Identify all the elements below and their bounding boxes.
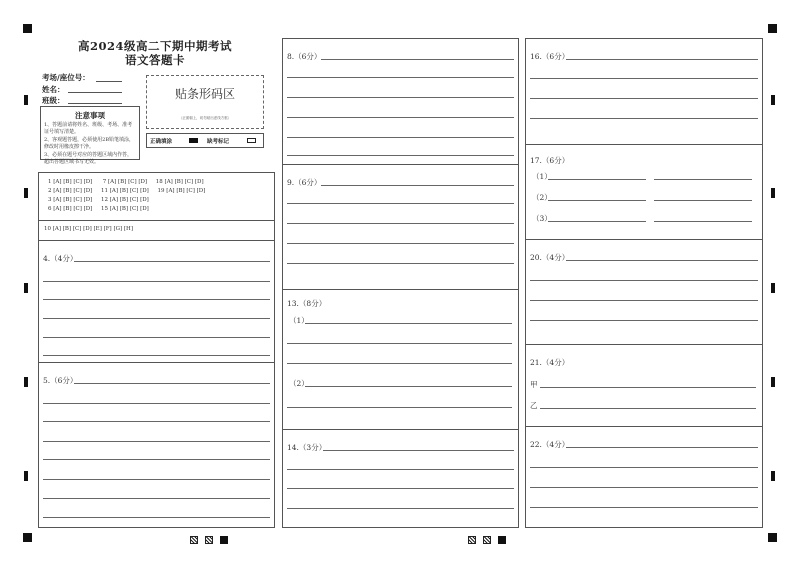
- answer-line[interactable]: [287, 97, 514, 98]
- middle-column: [282, 38, 519, 528]
- barcode-note: （正面朝上，切勿贴出虚线方框）: [178, 116, 232, 120]
- answer-line[interactable]: [287, 77, 514, 78]
- q17-sub2-label: （2）: [532, 193, 552, 202]
- answer-line[interactable]: [548, 179, 646, 180]
- q5-label: 5.（6分）: [43, 376, 78, 385]
- answer-line[interactable]: [43, 318, 270, 319]
- answer-line[interactable]: [43, 441, 270, 442]
- left-column: [38, 172, 275, 528]
- answer-line[interactable]: [548, 200, 646, 201]
- answer-line[interactable]: [287, 137, 514, 138]
- notice-heading: 注意事项: [75, 111, 105, 120]
- answer-line[interactable]: [566, 59, 758, 60]
- q8-section: [283, 39, 518, 164]
- timing-mark: [24, 188, 28, 198]
- answer-line[interactable]: [530, 98, 758, 99]
- name-field[interactable]: [68, 92, 122, 93]
- registration-mark: [23, 24, 32, 33]
- q5-section: [39, 362, 274, 528]
- exam-seat-field[interactable]: [96, 81, 122, 82]
- notice-box: [40, 106, 140, 165]
- answer-line[interactable]: [287, 508, 514, 509]
- answer-line[interactable]: [287, 243, 514, 244]
- timing-mark: [24, 377, 28, 387]
- page-mark-hatched: [205, 536, 213, 544]
- notice-item: 3、必须在题号对应的答题区域内作答，超出答题区域书写无效。: [44, 152, 133, 165]
- timing-mark: [771, 283, 775, 293]
- barcode-title: 贴条形码区: [174, 87, 235, 101]
- mcq-section: [39, 173, 274, 220]
- q21-b-label: 乙: [530, 401, 538, 410]
- class-field[interactable]: [68, 103, 122, 104]
- answer-line[interactable]: [287, 343, 512, 344]
- answer-line[interactable]: [287, 407, 512, 408]
- q20-label: 20.（4分）: [530, 253, 570, 262]
- fill-legend: [146, 133, 264, 148]
- answer-line[interactable]: [287, 263, 514, 264]
- answer-line[interactable]: [530, 78, 758, 79]
- timing-mark: [771, 188, 775, 198]
- correct-fill-label: 正确填涂: [150, 139, 173, 145]
- timing-mark: [24, 283, 28, 293]
- timing-mark: [771, 377, 775, 387]
- page-mark-hatched: [190, 536, 198, 544]
- answer-line[interactable]: [287, 223, 514, 224]
- q22-section: [526, 426, 762, 528]
- answer-line[interactable]: [43, 355, 270, 356]
- answer-line[interactable]: [530, 280, 758, 281]
- answer-line[interactable]: [654, 179, 752, 180]
- answer-line[interactable]: [287, 155, 514, 156]
- timing-mark: [771, 471, 775, 481]
- q22-label: 22.（4分）: [530, 440, 570, 449]
- q4-label: 4.（4分）: [43, 254, 78, 263]
- mcq-row-10[interactable]: 10 [A] [B] [C] [D] [E] [F] [G] [H]: [44, 226, 133, 232]
- answer-line[interactable]: [530, 487, 758, 488]
- q20-section: [526, 239, 762, 345]
- timing-mark: [24, 471, 28, 481]
- q14-label: 14.（3分）: [287, 443, 327, 452]
- q14-section: [283, 429, 518, 528]
- q16-section: [526, 39, 762, 144]
- q17-section: [526, 144, 762, 240]
- q9-section: [283, 164, 518, 290]
- answer-line[interactable]: [305, 386, 512, 387]
- q13-label: 13.（8分）: [287, 299, 327, 308]
- answer-line[interactable]: [566, 260, 758, 261]
- answer-line[interactable]: [321, 59, 514, 60]
- answer-line[interactable]: [548, 221, 646, 222]
- registration-mark: [23, 533, 32, 542]
- answer-line[interactable]: [43, 403, 270, 404]
- right-column: [525, 38, 763, 528]
- answer-line[interactable]: [530, 320, 758, 321]
- answer-line[interactable]: [43, 459, 270, 460]
- answer-line[interactable]: [287, 203, 514, 204]
- mcq-row[interactable]: 6 [A] [B] [C] [D] 15 [A] [B] [C] [D]: [48, 206, 149, 212]
- timing-mark: [771, 95, 775, 105]
- exam-title: 高2024级高二下期中期考试: [77, 39, 232, 53]
- q13-sub2-label: （2）: [289, 379, 309, 388]
- answer-line[interactable]: [287, 117, 514, 118]
- answer-line[interactable]: [654, 200, 752, 201]
- mcq-row[interactable]: 3 [A] [B] [C] [D] 12 [A] [B] [C] [D]: [48, 197, 149, 203]
- q13-sub1-label: （1）: [289, 316, 309, 325]
- page-mark-solid: [220, 536, 228, 544]
- class-label: 班级：: [42, 96, 65, 105]
- answer-line[interactable]: [530, 300, 758, 301]
- answer-line[interactable]: [540, 408, 756, 409]
- barcode-area: [146, 75, 264, 129]
- answer-line[interactable]: [287, 469, 514, 470]
- answer-line[interactable]: [287, 488, 514, 489]
- correct-fill-sample: [189, 138, 198, 143]
- mcq-row[interactable]: 2 [A] [B] [C] [D] 11 [A] [B] [C] [D] 19 [A] [B] [C] [D]: [48, 188, 206, 194]
- registration-mark: [768, 533, 777, 542]
- page-mark-hatched: [468, 536, 476, 544]
- notice-item: 2、客观题答题，必须使用2B铅笔填涂，修改时用橡皮擦干净。: [44, 137, 135, 150]
- answer-line[interactable]: [43, 299, 270, 300]
- answer-line[interactable]: [43, 517, 270, 518]
- q21-section: [526, 344, 762, 427]
- answer-line[interactable]: [540, 387, 756, 388]
- mcq-10-section: [39, 220, 274, 241]
- absent-mark-label: 缺考标记: [207, 139, 230, 145]
- name-label: 姓名：: [42, 85, 65, 94]
- q17-label: 17.（6分）: [530, 156, 570, 165]
- answer-line[interactable]: [323, 450, 514, 451]
- page-mark-solid: [498, 536, 506, 544]
- exam-seat-label: 考场/座位号：: [42, 73, 90, 82]
- answer-line[interactable]: [287, 363, 512, 364]
- answer-line[interactable]: [530, 507, 758, 508]
- page-mark-hatched: [483, 536, 491, 544]
- timing-mark: [24, 95, 28, 105]
- answer-line[interactable]: [43, 479, 270, 480]
- answer-line[interactable]: [530, 467, 758, 468]
- answer-line[interactable]: [321, 185, 514, 186]
- q9-label: 9.（6分）: [287, 178, 322, 187]
- q16-label: 16.（6分）: [530, 52, 570, 61]
- answer-line[interactable]: [566, 447, 758, 448]
- absent-mark-box[interactable]: [247, 138, 256, 143]
- answer-line[interactable]: [305, 323, 512, 324]
- answer-line[interactable]: [43, 498, 270, 499]
- answer-line[interactable]: [654, 221, 752, 222]
- exam-subtitle: 语文答题卡: [125, 53, 185, 67]
- notice-item: 1、答题前请将姓名、班级、考场、准考证号填写清楚。: [44, 122, 133, 135]
- answer-line[interactable]: [74, 261, 270, 262]
- answer-line[interactable]: [530, 118, 758, 119]
- answer-line[interactable]: [43, 421, 270, 422]
- q13-section: [283, 289, 518, 430]
- answer-line[interactable]: [43, 337, 270, 338]
- registration-mark: [768, 24, 777, 33]
- q21-a-label: 甲: [530, 380, 538, 389]
- answer-line[interactable]: [43, 281, 270, 282]
- q17-sub1-label: （1）: [532, 172, 552, 181]
- q8-label: 8.（6分）: [287, 52, 322, 61]
- mcq-row[interactable]: 1 [A] [B] [C] [D] 7 [A] [B] [C] [D] 18 [A] [B] [C] [D]: [48, 179, 204, 185]
- answer-line[interactable]: [74, 383, 270, 384]
- q17-sub3-label: （3）: [532, 214, 552, 223]
- q4-section: [39, 240, 274, 363]
- q21-label: 21.（4分）: [530, 358, 570, 367]
